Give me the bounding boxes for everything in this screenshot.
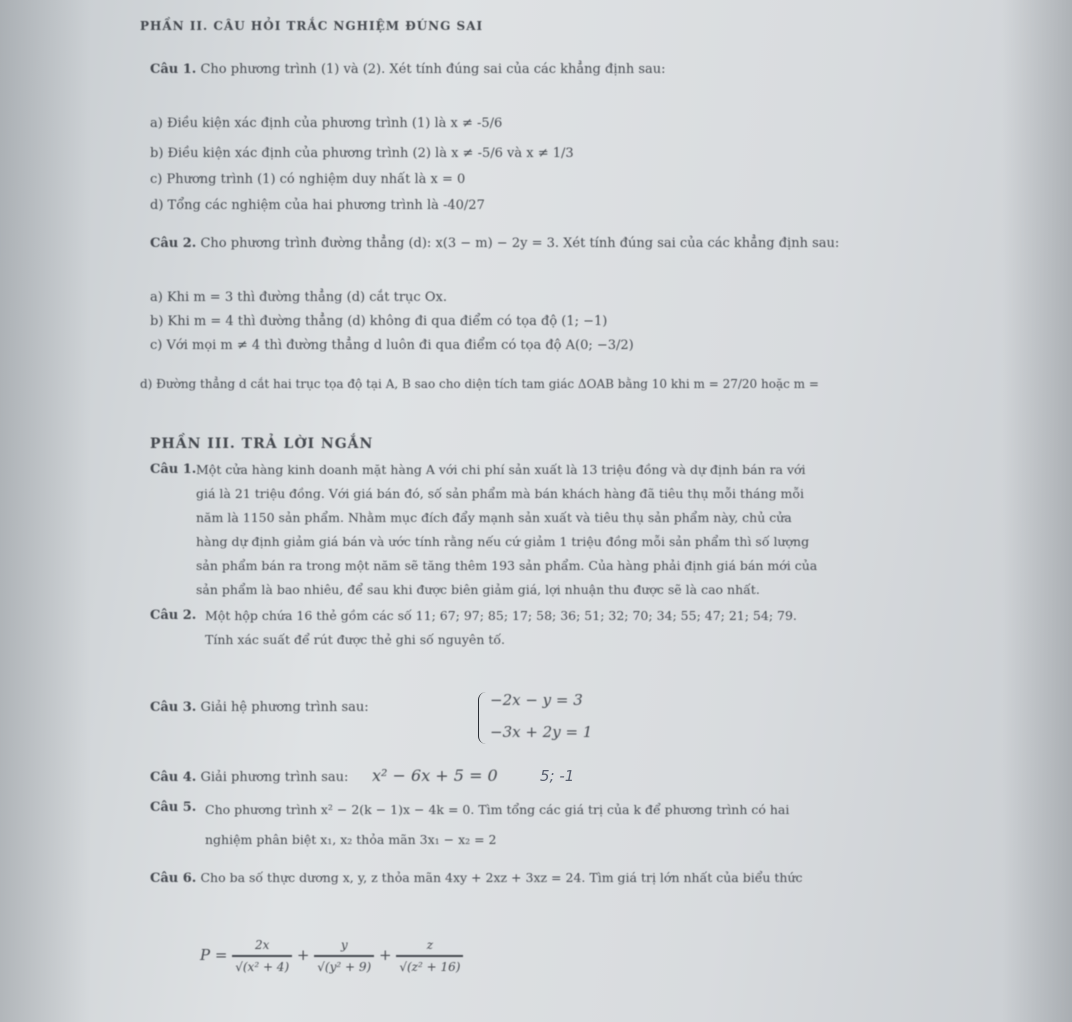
p-label: P = bbox=[200, 946, 228, 964]
fraction-term-3 bbox=[396, 935, 463, 977]
short-question-3 bbox=[150, 700, 369, 716]
page-shadow-right bbox=[1002, 0, 1072, 1022]
short-question-2-label bbox=[150, 608, 196, 624]
short-question-1-label bbox=[150, 462, 196, 478]
term-1-denominator: √(x² + 4) bbox=[232, 956, 292, 977]
s1-line-2: giá là 21 triệu đồng. Với giá bán đó, số sản phẩm mà bán khách hàng đã tiêu thụ mỗi tháng mỗi bbox=[196, 486, 805, 501]
s1-line-6: sản phẩm là bao nhiêu, để sau khi được biên giảm giá, lợi nhuận thu được sẽ là cao nhất. bbox=[196, 582, 760, 597]
s2-line-2: Tính xác suất để rút được thẻ ghi số nguyên tố. bbox=[205, 632, 505, 647]
plus-sign: + bbox=[296, 946, 310, 964]
question-2-stem bbox=[150, 236, 839, 252]
q2-statement-b: b) Khi m = 4 thì đường thẳng (d) không đi qua điểm có tọa độ (1; −1) bbox=[150, 314, 608, 329]
q1-statement-d: d) Tổng các nghiệm của hai phương trình là -40/27 bbox=[150, 198, 485, 213]
s1-line-3: năm là 1150 sản phẩm. Nhằm mục đích đẩy mạnh sản xuất và tiêu thụ sản phẩm này, chủ cửa bbox=[196, 510, 792, 525]
system-brace bbox=[478, 692, 487, 744]
short-question-4 bbox=[150, 770, 348, 786]
system-equation-1: −2x − y = 3 bbox=[490, 691, 583, 709]
system-equation-2: −3x + 2y = 1 bbox=[490, 723, 593, 741]
part2-heading: PHẦN II. CÂU HỎI TRẮC NGHIỆM ĐÚNG SAI bbox=[140, 19, 484, 33]
q2-statement-a: a) Khi m = 3 thì đường thẳng (d) cắt trục Ox. bbox=[150, 290, 447, 305]
short-question-5-label bbox=[150, 800, 196, 816]
question-text: Giải hệ phương trình sau: bbox=[200, 700, 369, 715]
question-text: Giải phương trình sau: bbox=[200, 770, 349, 785]
page-shadow-left bbox=[0, 0, 90, 1022]
term-3-denominator: √(z² + 16) bbox=[396, 956, 463, 977]
question-label: Câu 1. bbox=[150, 462, 197, 477]
term-2-numerator: y bbox=[314, 935, 374, 956]
part3-heading: PHẦN III. TRẢ LỜI NGẮN bbox=[150, 436, 374, 452]
question-label: Câu 3. bbox=[150, 700, 197, 715]
s1-line-4: hàng dự định giảm giá bán và ước tính rằng nếu cứ giảm 1 triệu đồng mỗi sản phẩm thì số lượng bbox=[196, 534, 810, 549]
plus-sign: + bbox=[378, 946, 392, 964]
question-label: Câu 2. bbox=[150, 236, 197, 251]
q1-statement-a: a) Điều kiện xác định của phương trình (1) là x ≠ -5/6 bbox=[150, 116, 503, 131]
question-label: Câu 6. bbox=[150, 871, 197, 886]
question-text: Cho ba số thực dương x, y, z thỏa mãn 4xy + 2xz + 3xz = 24. Tìm giá trị lớn nhất của biểu thức bbox=[200, 870, 803, 885]
s1-line-5: sản phẩm bán ra trong một năm sẽ tăng thêm 193 sản phẩm. Của hàng phải định giá bán mới của bbox=[196, 558, 818, 573]
s1-line-1: Một cửa hàng kinh doanh mặt hàng A với chi phí sản xuất là 13 triệu đồng và dự định bán ra với bbox=[196, 462, 806, 477]
term-1-numerator: 2x bbox=[232, 935, 292, 956]
term-3-numerator: z bbox=[396, 935, 463, 956]
handwritten-answer: 5; -1 bbox=[540, 767, 575, 785]
s5-line-1: Cho phương trình x² − 2(k − 1)x − 4k = 0. Tìm tổng các giá trị của k để phương trình có hai bbox=[205, 802, 790, 817]
q1-statement-c: c) Phương trình (1) có nghiệm duy nhất là x = 0 bbox=[150, 172, 466, 187]
short-question-6 bbox=[150, 870, 803, 887]
question-label: Câu 1. bbox=[150, 62, 197, 77]
question-label: Câu 5. bbox=[150, 800, 197, 815]
question-label: Câu 2. bbox=[150, 608, 197, 623]
q2-statement-c: c) Với mọi m ≠ 4 thì đường thẳng d luôn đi qua điểm có tọa độ A(0; −3/2) bbox=[150, 338, 634, 353]
expression-p bbox=[200, 935, 463, 977]
fraction-term-2 bbox=[314, 935, 374, 977]
fraction-term-1 bbox=[232, 935, 292, 977]
question-1-stem bbox=[150, 62, 666, 78]
question-label: Câu 4. bbox=[150, 770, 197, 785]
quadratic-equation: x² − 6x + 5 = 0 bbox=[372, 766, 498, 785]
s2-line-1: Một hộp chứa 16 thẻ gồm các số 11; 67; 97; 85; 17; 58; 36; 51; 32; 70; 34; 55; 47; 21; 54; 79. bbox=[205, 608, 797, 623]
q1-statement-b: b) Điều kiện xác định của phương trình (2) là x ≠ -5/6 và x ≠ 1/3 bbox=[150, 146, 574, 161]
s5-line-2: nghiệm phân biệt x₁, x₂ thỏa mãn 3x₁ − x₂ = 2 bbox=[205, 832, 497, 847]
question-text: Cho phương trình (1) và (2). Xét tính đúng sai của các khẳng định sau: bbox=[200, 62, 666, 77]
question-text: Cho phương trình đường thẳng (d): x(3 − m) − 2y = 3. Xét tính đúng sai của các khẳng định sau: bbox=[200, 236, 840, 251]
q2-statement-d: d) Đường thẳng d cắt hai trục tọa độ tại A, B sao cho diện tích tam giác ΔOAB bằng 10 khi m = 27/20 hoặc m = bbox=[140, 377, 819, 391]
term-2-denominator: √(y² + 9) bbox=[314, 956, 374, 977]
